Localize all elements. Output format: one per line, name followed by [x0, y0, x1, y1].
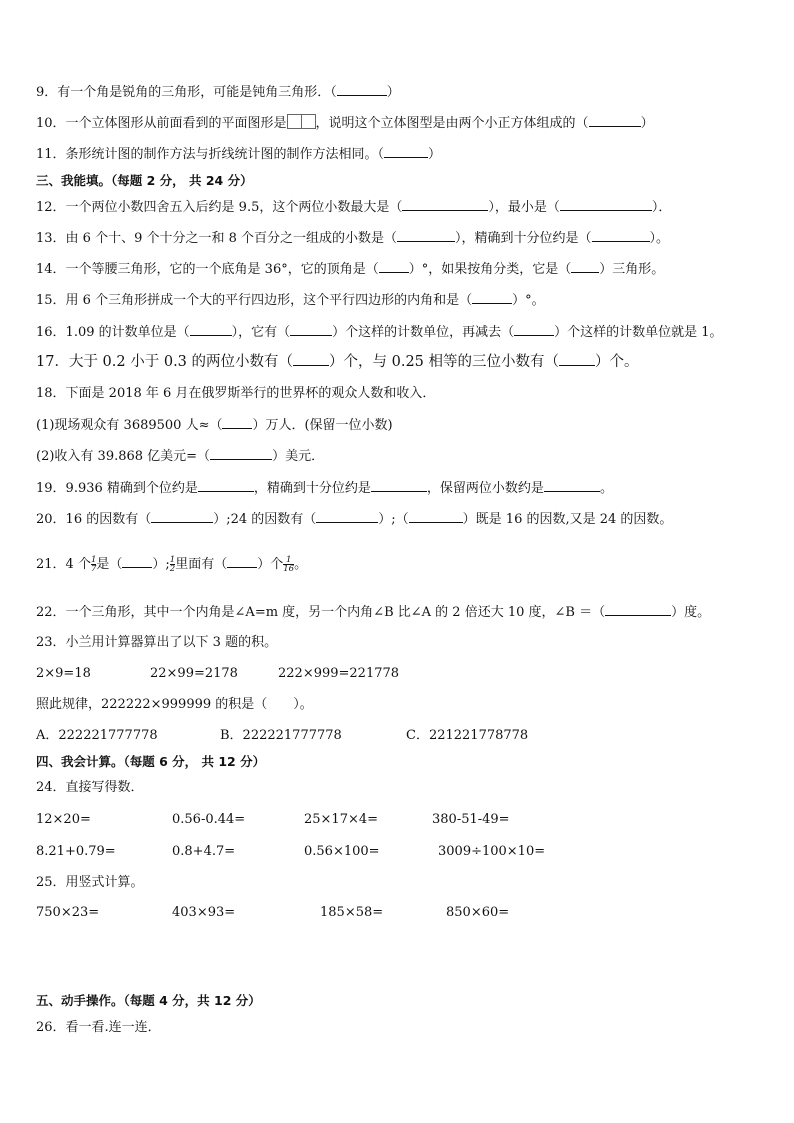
calc-item: 0.56×100= — [304, 844, 380, 859]
section-4-title: 四、我会计算。（每题 6 分， 共 12 分） — [36, 754, 266, 769]
fraction-numerator: 1 — [285, 555, 292, 565]
answer-blank[interactable] — [560, 198, 652, 211]
answer-blank[interactable] — [198, 479, 254, 492]
question-18: 18．下面是 2018 年 6 月在俄罗斯举行的世界杯的观众人数和收入． — [36, 386, 436, 401]
paren-close: ） — [428, 147, 442, 162]
fraction-numerator: 1 — [169, 555, 176, 565]
question-18-part-2 — [36, 447, 324, 466]
question-17-text-b: ）个，与 0.25 相等的三位小数有（ — [329, 354, 560, 370]
question-15-text-b: ）°。 — [512, 293, 545, 308]
question-10 — [36, 114, 654, 133]
option-a[interactable]: A．222221777778 — [36, 728, 158, 743]
vertical-calc-item: 185×58= — [320, 905, 384, 920]
question-15-text: 15．用 6 个三角形拼成一个大的平行四边形，这个平行四边形的内角和是（ — [36, 293, 473, 308]
answer-blank[interactable] — [371, 479, 427, 492]
answer-blank[interactable] — [316, 510, 378, 523]
question-22-text: 22．一个三角形，其中一个内角是∠A=m 度，另一个内角∠B 比∠A 的 2 倍还大 10 度，∠B ＝（ — [36, 605, 606, 620]
question-12-text-c: ）． — [651, 200, 672, 215]
question-21 — [36, 555, 307, 574]
paren-close: ） — [640, 116, 654, 131]
answer-blank[interactable] — [190, 323, 232, 336]
question-20-text: 20．16 的因数有（ — [36, 512, 152, 527]
question-20-text-b: ）;24 的因数有（ — [213, 512, 317, 527]
example-2: 22×99=2178 — [150, 666, 238, 681]
question-11-text: 11．条形统计图的制作方法与折线统计图的制作方法相同。（ — [36, 147, 385, 162]
question-18-part-1-text: (1)现场观众有 3689500 人≈（ — [36, 418, 223, 433]
fraction — [283, 556, 294, 573]
question-22-text-b: ）度。 — [671, 605, 711, 620]
question-10-text: 10．一个立体图形从前面看到的平面图形是 — [36, 116, 287, 131]
example-1: 2×9=18 — [36, 666, 91, 681]
question-14-text: 14．一个等腰三角形，它的一个底角是 36°，它的顶角是（ — [36, 262, 379, 277]
question-19-text-d: 。 — [599, 481, 613, 496]
question-26: 26．看一看.连一连． — [36, 1020, 161, 1035]
question-25: 25．用竖式计算。 — [36, 875, 144, 890]
question-19-text-b: ，精确到十分位约是 — [253, 481, 371, 496]
question-9-text: 9．有一个角是锐角的三角形，可能是钝角三角形．（ — [36, 85, 337, 100]
vertical-calc-item: 403×93= — [172, 905, 236, 920]
cube-square-icon — [302, 114, 316, 129]
question-18-part-1 — [36, 416, 393, 435]
vertical-calc-item: 850×60= — [446, 905, 510, 920]
question-18-part-1-text-b: ）万人．(保留一位小数) — [252, 418, 393, 433]
answer-blank[interactable] — [122, 555, 152, 568]
answer-blank[interactable] — [293, 353, 329, 366]
answer-blank[interactable] — [472, 291, 512, 304]
answer-blank[interactable] — [605, 603, 671, 616]
question-21-text: 21．4 个 — [36, 557, 91, 572]
question-20 — [36, 510, 672, 529]
section-3-title: 三、我能填。（每题 2 分， 共 24 分） — [36, 173, 253, 188]
question-14 — [36, 260, 664, 279]
calc-item: 0.8+4.7= — [172, 844, 236, 859]
example-3: 222×999=221778 — [278, 666, 400, 681]
option-b[interactable]: B．222221777778 — [220, 728, 342, 743]
question-21-text-f: 。 — [294, 557, 308, 572]
question-17-text-c: ）个。 — [595, 354, 639, 370]
question-9 — [36, 83, 400, 102]
question-23: 23．小兰用计算器算出了以下 3 题的积。 — [36, 635, 278, 650]
question-21-text-c: ）; — [152, 557, 170, 572]
question-16-text-d: ）个这样的计数单位就是 1。 — [554, 325, 723, 340]
answer-blank[interactable] — [402, 198, 488, 211]
cube-square-icon — [287, 114, 302, 129]
fraction-numerator: 1 — [90, 555, 97, 565]
answer-blank[interactable] — [227, 555, 257, 568]
answer-blank[interactable] — [592, 229, 650, 242]
question-14-text-b: ）°，如果按角分类，它是（ — [408, 262, 572, 277]
fraction-denominator: 16 — [283, 564, 295, 574]
answer-blank[interactable] — [379, 260, 409, 273]
answer-blank[interactable] — [290, 323, 332, 336]
question-21-text-d: 里面有（ — [175, 557, 228, 572]
answer-blank[interactable] — [222, 416, 252, 429]
question-12 — [36, 198, 671, 217]
answer-blank[interactable] — [409, 510, 463, 523]
question-24: 24．直接写得数． — [36, 780, 144, 795]
answer-blank[interactable] — [151, 510, 213, 523]
paren-close: ） — [386, 85, 400, 100]
option-c[interactable]: C．221221778778 — [406, 728, 529, 743]
calc-item: 3009÷100×10= — [438, 844, 546, 859]
question-19-text-c: ，保留两位小数约是 — [426, 481, 544, 496]
answer-blank[interactable] — [514, 323, 554, 336]
section-5-title: 五、动手操作。（每题 4 分，共 12 分） — [36, 993, 261, 1008]
calc-item: 25×17×4= — [304, 812, 379, 827]
question-13-text-b: ），精确到十分位约是（ — [455, 231, 592, 246]
answer-blank[interactable] — [337, 83, 387, 96]
question-13-text: 13．由 6 个十、9 个十分之一和 8 个百分之一组成的小数是（ — [36, 231, 398, 246]
question-19 — [36, 479, 613, 498]
question-13 — [36, 229, 669, 248]
question-14-text-c: ）三角形。 — [599, 262, 665, 277]
question-20-text-d: ）既是 16 的因数,又是 24 的因数。 — [462, 512, 673, 527]
question-12-text-b: ），最小是（ — [488, 200, 560, 215]
answer-blank[interactable] — [571, 260, 599, 273]
answer-blank[interactable] — [397, 229, 455, 242]
question-18-part-2-text-b: ）美元． — [272, 449, 325, 464]
question-22 — [36, 603, 710, 622]
question-17-text: 17．大于 0.2 小于 0.3 的两位小数有（ — [36, 354, 294, 370]
calc-item: 380-51-49= — [432, 812, 510, 827]
calc-item: 12×20= — [36, 812, 91, 827]
fraction-denominator: 7 — [90, 564, 97, 574]
question-20-text-c: ）;（ — [378, 512, 409, 527]
question-16 — [36, 323, 723, 342]
question-13-text-c: ）。 — [649, 231, 670, 246]
question-16-text: 16．1.09 的计数单位是（ — [36, 325, 190, 340]
answer-blank[interactable] — [559, 353, 595, 366]
calc-item: 8.21+0.79= — [36, 844, 116, 859]
fraction-denominator: 2 — [169, 564, 176, 574]
question-15 — [36, 291, 545, 310]
question-10-text-b: ，说明这个立体图型是由两个小正方体组成的（ — [315, 116, 589, 131]
question-11 — [36, 145, 441, 164]
answer-blank[interactable] — [544, 479, 600, 492]
vertical-calc-item: 750×23= — [36, 905, 100, 920]
question-21-text-e: ）个 — [257, 557, 284, 572]
question-21-text-b: 是（ — [96, 557, 123, 572]
question-17 — [36, 353, 639, 371]
question-16-text-b: ），它有（ — [231, 325, 291, 340]
answer-blank[interactable] — [589, 114, 641, 127]
question-16-text-c: ）个这样的计数单位，再减去（ — [332, 325, 515, 340]
question-19-text: 19．9.936 精确到个位约是 — [36, 481, 198, 496]
answer-blank[interactable] — [384, 145, 428, 158]
question-23-ask: 照此规律，222222×999999 的积是（ ）。 — [36, 697, 313, 712]
question-12-text: 12．一个两位小数四舍五入后约是 9.5，这个两位小数最大是（ — [36, 200, 403, 215]
answer-blank[interactable] — [210, 447, 272, 460]
question-18-part-2-text: (2)收入有 39.868 亿美元=（ — [36, 449, 211, 464]
calc-item: 0.56-0.44= — [172, 812, 246, 827]
